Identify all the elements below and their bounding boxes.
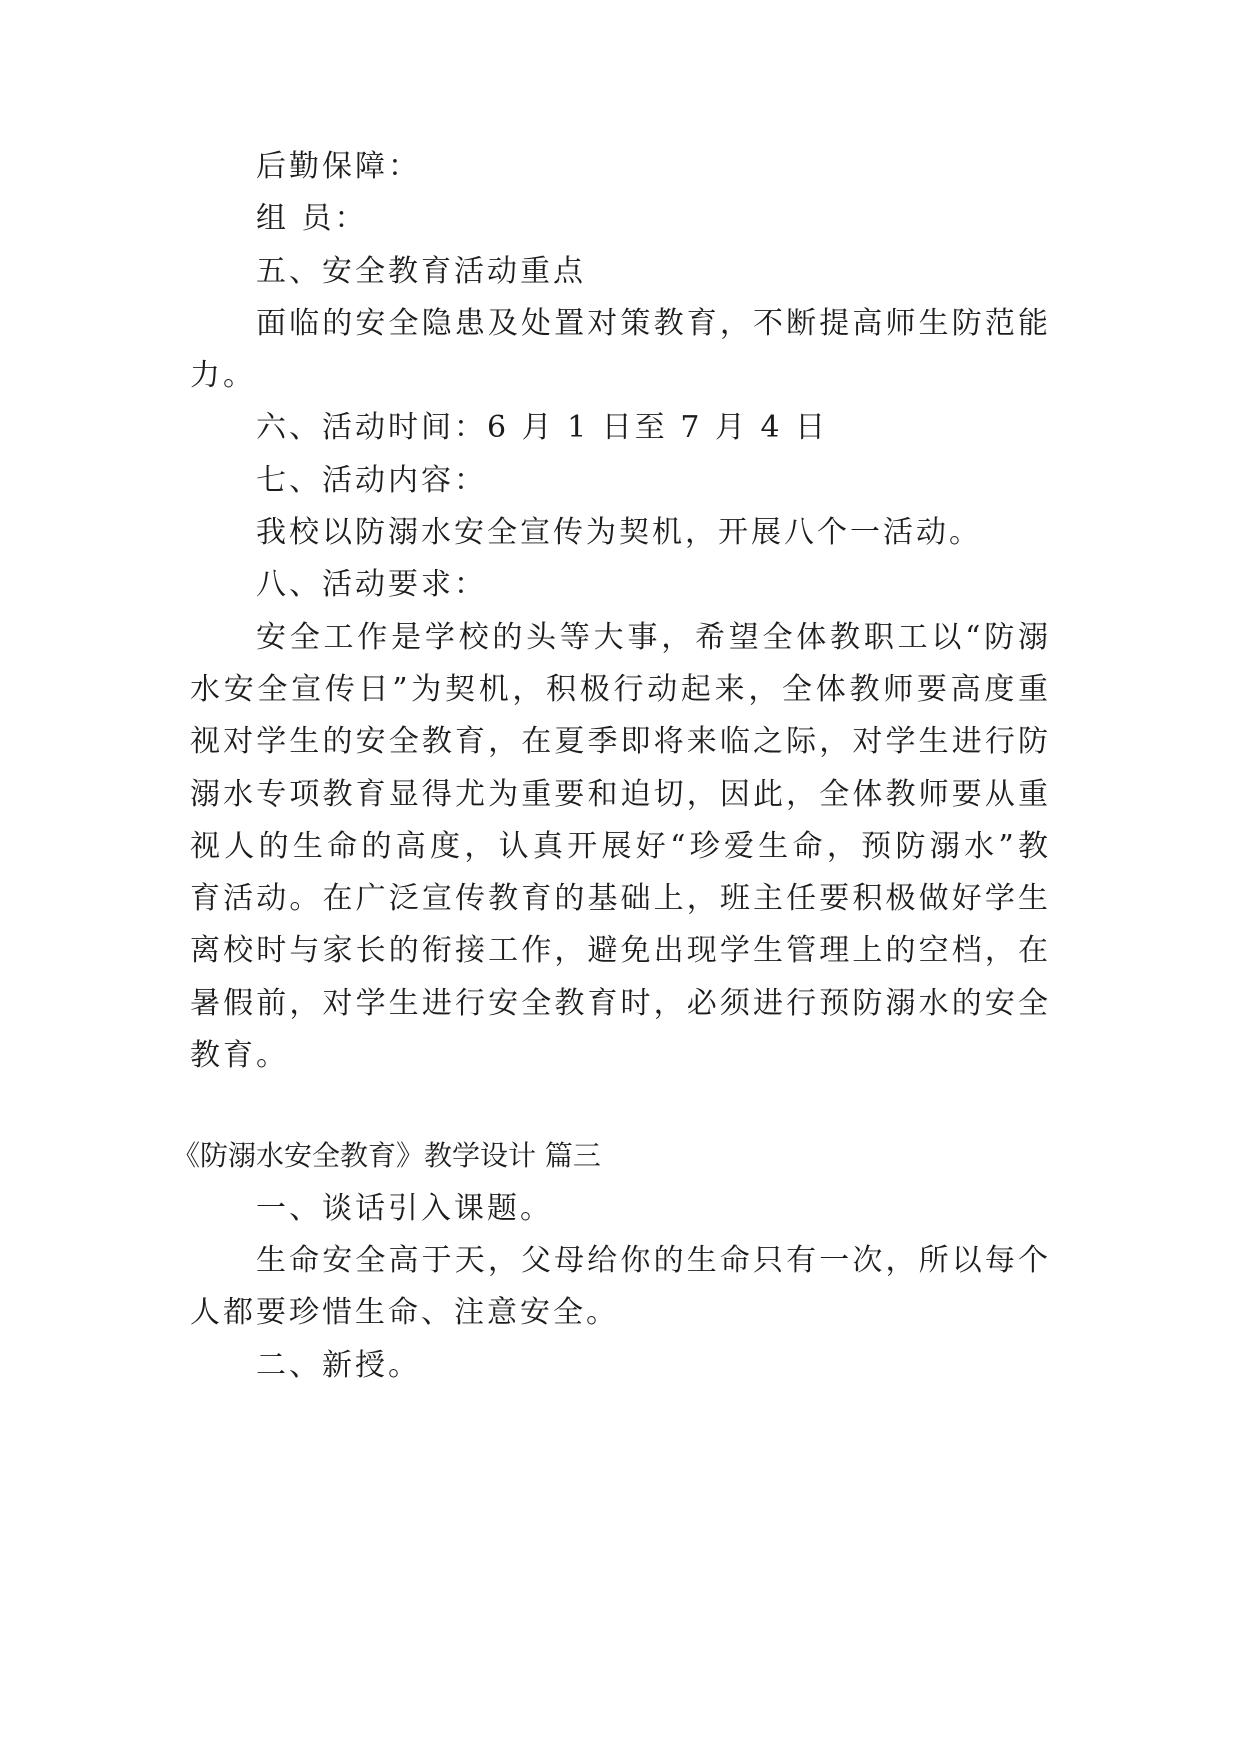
paragraph-line: 离校时与家长的衔接工作，避免出现学生管理上的空档，在 (190, 933, 1050, 969)
paragraph-line: 人都要珍惜生命、注意安全。 (190, 1295, 619, 1331)
part-3-step-1: 一、谈话引入课题。 (256, 1190, 553, 1226)
paragraph-line: 力。 (190, 358, 256, 394)
paragraph-line: 安全工作是学校的头等大事，希望全体教职工以“防溺 (256, 619, 1050, 655)
section-5-paragraph (190, 298, 1241, 403)
paragraph-line: 暑假前，对学生进行安全教育时，必须进行预防溺水的安全 (190, 985, 1050, 1021)
part-3-title: 《防溺水安全教育》教学设计 篇三 (172, 1139, 601, 1173)
paragraph-line: 面临的安全隐患及处置对策教育，不断提高师生防范能 (256, 305, 1050, 341)
paragraph-line: 溺水专项教育显得尤为重要和迫切，因此，全体教师要从重 (190, 776, 1050, 812)
paragraph-line: 教育。 (190, 1038, 289, 1074)
part-3-intro-paragraph (190, 1235, 1241, 1340)
logistics-label: 后勤保障： (256, 149, 421, 184)
section-7-paragraph: 我校以防溺水安全宣传为契机，开展八个一活动。 (256, 515, 982, 551)
section-8-heading: 八、活动要求： (256, 567, 487, 603)
paragraph-line: 视人的生命的高度，认真开展好“珍爱生命，预防溺水”教 (190, 828, 1050, 864)
part-3-step-2: 二、新授。 (256, 1347, 421, 1383)
section-5-heading: 五、安全教育活动重点 (256, 253, 586, 289)
paragraph-line: 育活动。在广泛宣传教育的基础上，班主任要积极做好学生 (190, 881, 1050, 917)
section-7-heading: 七、活动内容： (256, 462, 487, 498)
section-gap (190, 1082, 1241, 1130)
section-8-paragraph (190, 612, 1241, 1083)
paragraph-line: 视对学生的安全教育，在夏季即将来临之际，对学生进行防 (190, 724, 1050, 760)
members-label: 组 员： (256, 201, 368, 237)
paragraph-line: 水安全宣传日”为契机，积极行动起来，全体教师要高度重 (190, 671, 1050, 707)
section-6-activity-time: 六、活动时间：6 月 1 日至 7 月 4 日 (256, 410, 829, 446)
paragraph-line: 生命安全高于天，父母给你的生命只有一次，所以每个 (256, 1242, 1050, 1278)
